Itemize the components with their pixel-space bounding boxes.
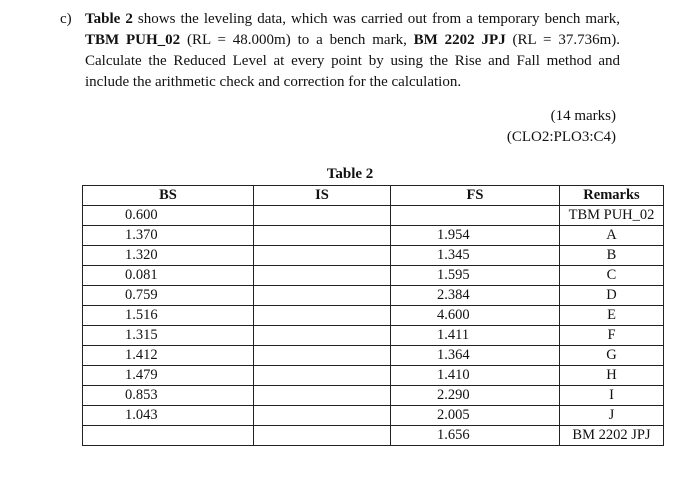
- cell-bs: 0.759: [83, 286, 254, 306]
- cell-is: [254, 326, 391, 346]
- cell-bs: 0.600: [83, 206, 254, 226]
- cell-bs: 1.320: [83, 246, 254, 266]
- cell-remarks: H: [560, 366, 664, 386]
- cell-bs: 1.043: [83, 406, 254, 426]
- cell-remarks: TBM PUH_02: [560, 206, 664, 226]
- cell-is: [254, 366, 391, 386]
- cell-bs: 0.853: [83, 386, 254, 406]
- cell-remarks: B: [560, 246, 664, 266]
- header-bs: BS: [83, 186, 254, 206]
- table-row: [83, 206, 664, 226]
- cell-remarks: D: [560, 286, 664, 306]
- question-text: [85, 9, 620, 93]
- question-text-run: (RL = 37.736m). Calculate the Reduced Level at every point by using the Rise and Fall method and include the arithmetic check and correction for the calculation.: [85, 32, 620, 90]
- cell-fs: 2.005: [391, 406, 560, 426]
- cell-is: [254, 306, 391, 326]
- table-header-row: [83, 186, 664, 206]
- table-row: [83, 406, 664, 426]
- cell-fs: 1.595: [391, 266, 560, 286]
- cell-is: [254, 266, 391, 286]
- table-row: [83, 326, 664, 346]
- header-remarks: Remarks: [560, 186, 664, 206]
- table-title: Table 2: [326, 166, 374, 182]
- cell-bs: 1.516: [83, 306, 254, 326]
- cell-fs: 1.656: [391, 426, 560, 446]
- table-row: [83, 246, 664, 266]
- cell-fs: 1.411: [391, 326, 560, 346]
- question-text-run: (RL = 48.000m) to a bench mark,: [180, 32, 414, 48]
- cell-fs: 1.410: [391, 366, 560, 386]
- marks-text: (14 marks): [550, 108, 616, 124]
- cell-remarks: I: [560, 386, 664, 406]
- table-row: [83, 226, 664, 246]
- question-label: c): [60, 11, 72, 27]
- cell-bs: 1.412: [83, 346, 254, 366]
- table-row: [83, 426, 664, 446]
- table-row: [83, 286, 664, 306]
- cell-fs: 4.600: [391, 306, 560, 326]
- cell-remarks: A: [560, 226, 664, 246]
- table-row: [83, 366, 664, 386]
- cell-is: [254, 346, 391, 366]
- cell-fs: 1.954: [391, 226, 560, 246]
- cell-fs: 1.364: [391, 346, 560, 366]
- cell-remarks: C: [560, 266, 664, 286]
- header-is: IS: [254, 186, 391, 206]
- clo-text: (CLO2:PLO3:C4): [506, 129, 616, 145]
- cell-remarks: BM 2202 JPJ: [560, 426, 664, 446]
- leveling-table: [82, 185, 664, 446]
- cell-is: [254, 386, 391, 406]
- table-row: [83, 266, 664, 286]
- cell-remarks: F: [560, 326, 664, 346]
- cell-is: [254, 286, 391, 306]
- table-row: [83, 306, 664, 326]
- question-text-run: shows the leveling data, which was carried out from a temporary bench mark,: [132, 11, 621, 27]
- cell-remarks: G: [560, 346, 664, 366]
- cell-is: [254, 426, 391, 446]
- cell-is: [254, 206, 391, 226]
- header-fs: FS: [391, 186, 560, 206]
- marks-block: [507, 106, 616, 148]
- cell-bs: 1.479: [83, 366, 254, 386]
- cell-remarks: J: [560, 406, 664, 426]
- cell-is: [254, 406, 391, 426]
- question-bold-run: BM 2202 JPJ: [413, 32, 506, 48]
- cell-fs: 2.384: [391, 286, 560, 306]
- cell-bs: 0.081: [83, 266, 254, 286]
- table-row: [83, 386, 664, 406]
- cell-fs: 2.290: [391, 386, 560, 406]
- cell-bs: 1.315: [83, 326, 254, 346]
- cell-bs: 1.370: [83, 226, 254, 246]
- cell-remarks: E: [560, 306, 664, 326]
- table-row: [83, 346, 664, 366]
- cell-fs: 1.345: [391, 246, 560, 266]
- question-block: [60, 9, 620, 93]
- question-bold-run: TBM PUH_02: [85, 32, 181, 48]
- cell-bs: [83, 426, 254, 446]
- cell-is: [254, 226, 391, 246]
- question-bold-run: Table 2: [85, 11, 133, 27]
- cell-fs: [391, 206, 560, 226]
- cell-is: [254, 246, 391, 266]
